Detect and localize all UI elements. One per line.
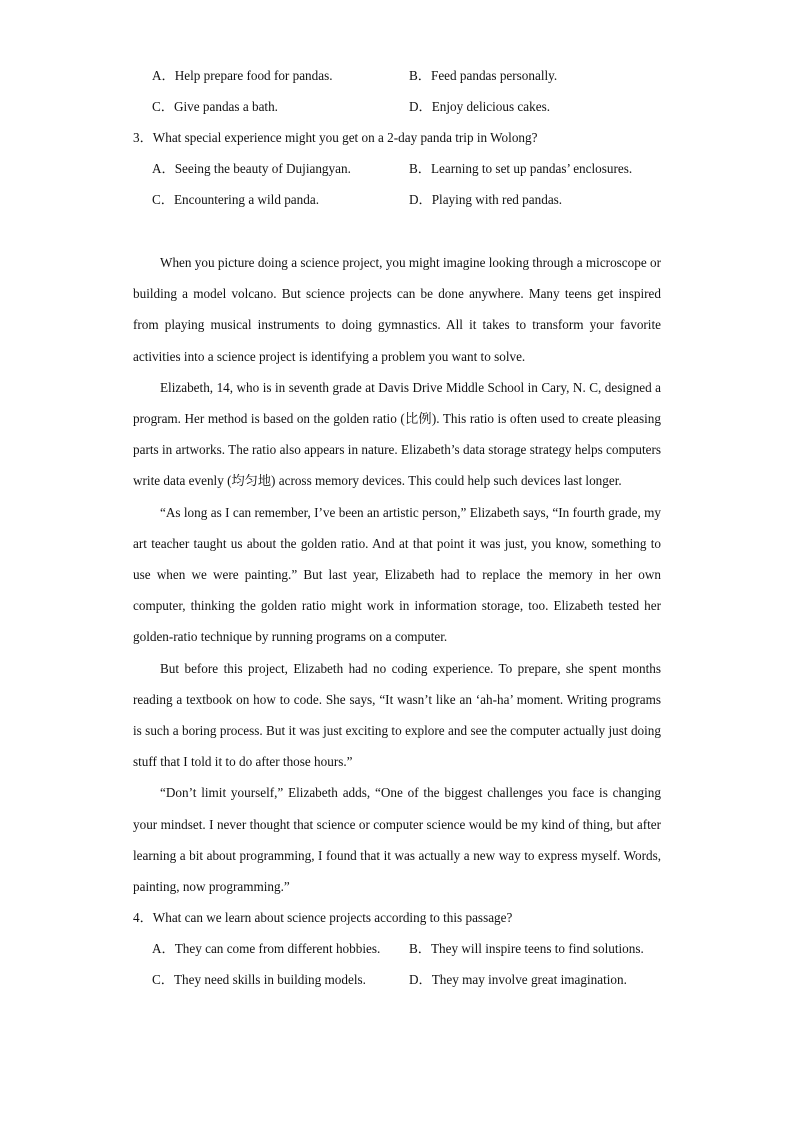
q2-option-b: B．Feed pandas personally. (409, 68, 558, 83)
q2-options-row-2 (133, 91, 661, 122)
passage-paragraph: “Don’t limit yourself,” Elizabeth adds, “One of the biggest challenges you face is changing your mindset. I never thought that science or computer science would be my kind of thing, but after learning a bit about programming, I found that it was actually a new way to express myself. Words, painting, now programming.” (133, 785, 661, 895)
passage-paragraph: When you picture doing a science project, you might imagine looking through a microscope or building a model volcano. But science projects can be done anywhere. Many teens get inspired from playing musical instruments to doing gymnastics. All it takes to transform your favorite activities into a science project is identifying a problem you want to solve. (133, 255, 661, 364)
q4-options-row-2 (133, 964, 661, 995)
q3-option-b: B．Learning to set up pandas’ enclosures. (409, 161, 633, 176)
passage-paragraph: “As long as I can remember, I’ve been an artistic person,” Elizabeth says, “In fourth grade, my art teacher taught us about the golden ratio. And at that point it was just, you know, something to use when we were painting.” But last year, Elizabeth had to replace the memory in her own computer, thinking the golden ratio might work in information storage, too. Elizabeth tested her golden-ratio technique by running programs on a computer. (133, 504, 661, 645)
q3-options-row-1 (133, 153, 661, 184)
q2-option-c: C．Give pandas a bath. (152, 99, 278, 114)
q4-option-c: C．They need skills in building models. (152, 972, 366, 988)
q3-option-d: D．Playing with red pandas. (409, 192, 563, 207)
q3-option-a: A．Seeing the beauty of Dujiangyan. (152, 161, 351, 176)
q4-option-b: B．They will inspire teens to find solutions. (409, 941, 644, 957)
q4-option-d: D．They may involve great imagination. (409, 972, 627, 988)
exam-page (133, 60, 661, 995)
passage-paragraph: But before this project, Elizabeth had no coding experience. To prepare, she spent months reading a textbook on how to code. She says, “It wasn’t like an ‘ah-ha’ moment. Writing programs is such a boring process. But it was just exciting to explore and see the computer actually just doing stuff that I told it to do after those hours.” (133, 660, 661, 770)
section-gap (133, 215, 661, 247)
q4-option-a: A．They can come from different hobbies. (152, 941, 381, 957)
q2-option-a: A．Help prepare food for pandas. (152, 68, 333, 83)
q2-option-d: D．Enjoy delicious cakes. (409, 99, 550, 114)
q2-options-row-1 (133, 60, 661, 91)
passage-paragraph: Elizabeth, 14, who is in seventh grade at Davis Drive Middle School in Cary, N. C, designed a program. Her method is based on the golden ratio (比例). This ratio is often used to create pleasing parts in artworks. The ratio also appears in nature. Elizabeth’s data storage strategy helps computers write data evenly (均匀地) across memory devices. This could help such devices last longer. (133, 379, 661, 489)
q3-stem: 3．What special experience might you get on a 2-day panda trip in Wolong? (133, 130, 538, 145)
q4-stem: 4．What can we learn about science projects according to this passage? (133, 910, 513, 926)
q4-options-row-1 (133, 933, 661, 964)
q3-option-c: C．Encountering a wild panda. (152, 192, 320, 207)
q3-options-row-2 (133, 184, 661, 215)
